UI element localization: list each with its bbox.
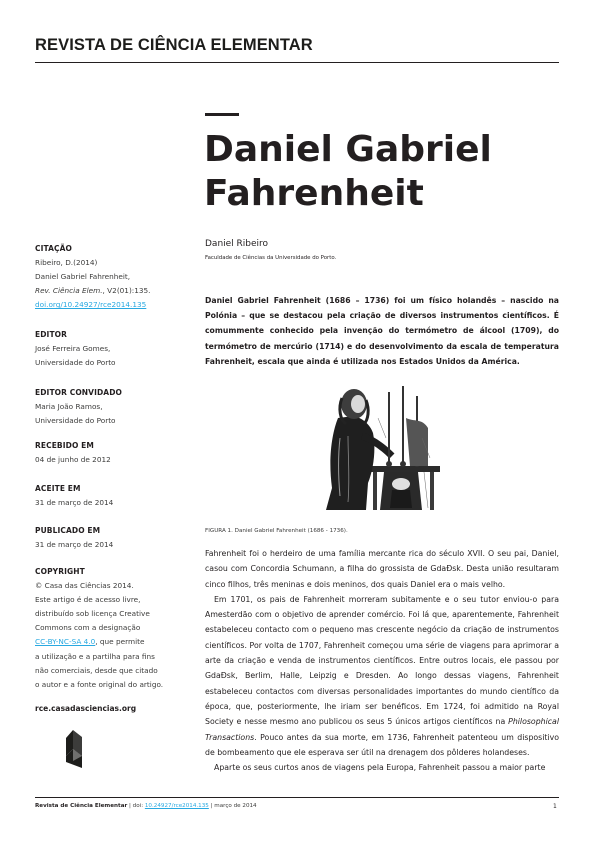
citation-journal: Rev. Ciência Elem. — [35, 286, 103, 296]
body-paragraph: Fahrenheit foi o herdeiro de uma família mercante rica do século XVII. O seu pai, Daniel, casou com Concordia Schumann, a filha do grossista de GdaĐsk. Desta união resultaram cinco filhos, três meninas e dois meninos, dos quais Daniel era o mais velho. — [205, 549, 559, 589]
published-block — [35, 524, 195, 552]
copyright-line: Commons com a designação — [35, 623, 141, 633]
copyright-heading: COPYRIGHT — [35, 567, 85, 576]
published-heading: PUBLICADO EM — [35, 526, 101, 535]
page-number: 1 — [553, 803, 557, 810]
article-body — [205, 546, 559, 775]
license-link[interactable]: CC-BY-NC-SA 4.0 — [35, 637, 96, 647]
received-date: 04 de junho de 2012 — [35, 455, 111, 465]
guest-editor-block — [35, 386, 195, 428]
accepted-block — [35, 482, 195, 510]
body-text-span: Em 1701, os pais de Fahrenheit morreram subitamente e o seu tutor enviou-o para Amesterdão com o objetivo de aprender comércio. Foi lá que, aparentemente, Fahrenheit estabeleceu contacto com o pequeno mas crescente negócio da criação de instrumentos científicos. Por volta de 1707, Fahrenheit começou uma série de viagens para aprimorar a arte da criação e venda de instrumentos científicos. Entre outros locais, ele passou por GdaĐsk, Berlim, Halle, Leipzig e Dresden. Ao longo dessas viagens, Fahrenheit estabeleceu contactos com diversas personalidades importantes do mundo científico da época, que, posteriormente, lhe iriam ser benéficos. Em 1724, foi admitido na Royal Society e nesse mesmo ano publicou os seus 5 únicos artigos científicos na — [205, 594, 559, 727]
accepted-heading: ACEITE EM — [35, 484, 81, 493]
received-block — [35, 439, 195, 467]
editor-heading: EDITOR — [35, 330, 68, 339]
citation-journal-line — [35, 284, 195, 298]
body-paragraph — [205, 592, 559, 760]
copyright-line: a utilização e a partilha para fins — [35, 651, 155, 661]
article-abstract: Daniel Gabriel Fahrenheit (1686 – 1736) foi um físico holandês – nascido na Polónia – que se destacou pela criação de diversos instrumentos científicos. É comummente conhecido pela invenção do termómetro de álcool (1709), do termómetro de mercúrio (1714) e do desenvolvimento da escala de temperatura Fahrenheit, escala que ainda é utilizada nos Estados Unidos da América. — [205, 296, 559, 366]
footer-sep: | doi: — [127, 803, 145, 809]
footer-doi-link[interactable]: 10.24927/rce2014.135 — [144, 803, 209, 809]
copyright-license-line — [35, 635, 195, 649]
article-title — [204, 128, 564, 216]
copyright-line: não comerciais, desde que citado — [35, 665, 158, 675]
page-footer — [35, 803, 257, 809]
copyright-block — [35, 565, 195, 692]
editor-institution: Universidade do Porto — [35, 358, 116, 368]
body-paragraph: Aparte os seus curtos anos de viagens pela Europa, Fahrenheit passou a maior parte — [214, 763, 546, 773]
article-affiliation: Faculdade de Ciências da Universidade do Porto. — [205, 255, 337, 261]
editor-name: José Ferreira Gomes, — [35, 344, 111, 354]
figure-caption: FIGURA 1. Daniel Gabriel Fahrenheit (1686 - 1736). — [205, 528, 348, 534]
title-dash — [205, 113, 239, 116]
citation-line: Ribeiro, D.(2014) — [35, 258, 98, 268]
citation-doi-link[interactable]: doi.org/10.24927/rce2014.135 — [35, 300, 147, 310]
body-text-span: . Pouco antes da sua morte, em 1736, Fahrenheit patenteou um dispositivo de bombeamento que ele esperava ser útil na drenagem dos pôlderes holandeses. — [205, 732, 559, 757]
citation-heading: CITAÇÃO — [35, 244, 73, 253]
fahrenheit-portrait-engraving-icon — [318, 378, 446, 513]
body-journal-name: Philosophical Transactions — [205, 717, 559, 742]
citation-volume: , V2(01):135. — [102, 286, 151, 296]
copyright-line: o autor e a fonte original do artigo. — [35, 679, 164, 689]
published-date: 31 de março de 2014 — [35, 540, 114, 550]
copyright-line: Este artigo é de acesso livre, — [35, 595, 141, 605]
casa-das-ciencias-logo-icon — [63, 729, 85, 769]
footer-journal: Revista de Ciência Elementar — [35, 803, 128, 809]
journal-title: REVISTA DE CIÊNCIA ELEMENTAR — [35, 36, 313, 54]
copyright-line: , que permite — [95, 637, 145, 647]
guest-editor-heading: EDITOR CONVIDADO — [35, 388, 123, 397]
received-heading: RECEBIDO EM — [35, 441, 94, 450]
guest-editor-institution: Universidade do Porto — [35, 416, 116, 426]
copyright-line: distribuído sob licença Creative — [35, 609, 150, 619]
header-rule — [35, 62, 559, 63]
footer-rule — [35, 797, 559, 798]
guest-editor-name: Maria João Ramos, — [35, 402, 103, 412]
article-author: Daniel Ribeiro — [205, 239, 269, 249]
footer-date: | março de 2014 — [208, 803, 257, 809]
article-title-line1: Daniel Gabriel — [204, 129, 492, 170]
copyright-line: © Casa das Ciências 2014. — [35, 581, 134, 591]
site-link[interactable]: rce.casadasciencias.org — [35, 704, 137, 713]
article-title-line2: Fahrenheit — [204, 173, 424, 214]
citation-block — [35, 242, 195, 312]
editor-block — [35, 328, 195, 370]
accepted-date: 31 de março de 2014 — [35, 498, 114, 508]
citation-line: Daniel Gabriel Fahrenheit, — [35, 272, 131, 282]
